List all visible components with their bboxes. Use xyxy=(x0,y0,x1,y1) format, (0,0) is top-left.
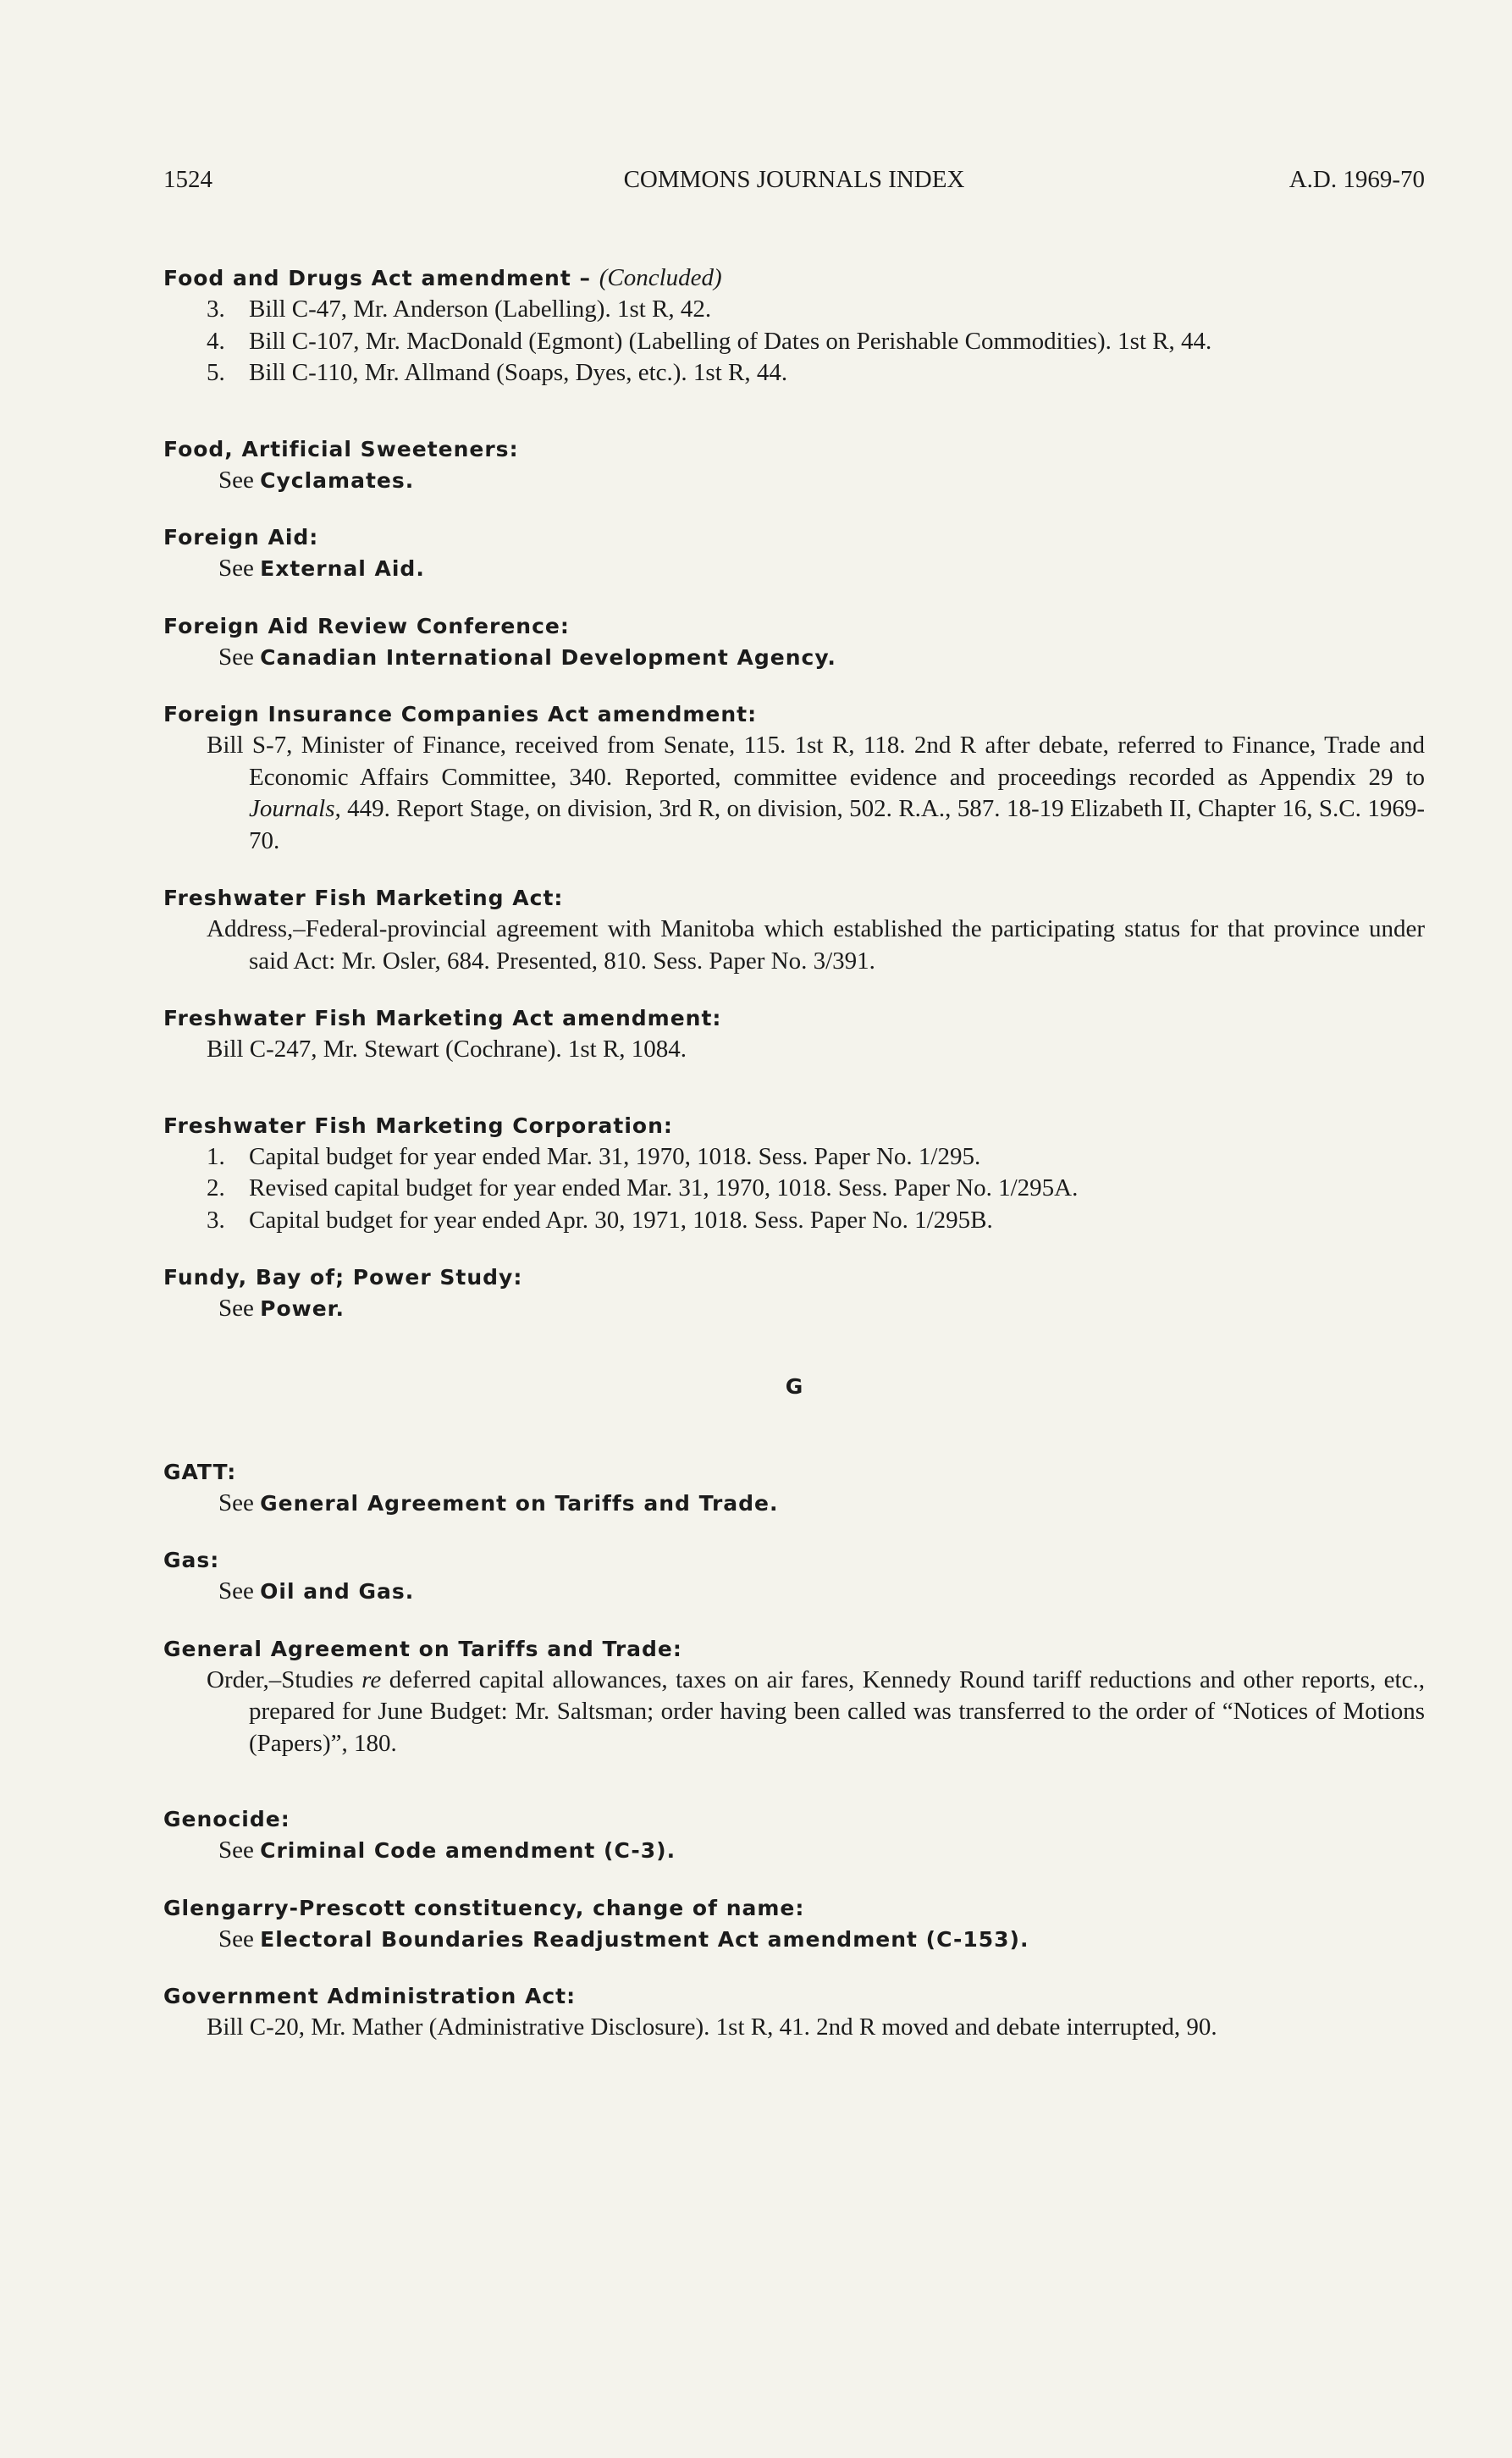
index-entry-foreign-aid xyxy=(163,522,1425,585)
see-reference: See Oil and Gas. xyxy=(218,1577,415,1605)
entry-heading: Fundy, Bay of; Power Study: xyxy=(163,1265,523,1290)
index-entry-gov-admin xyxy=(163,1980,1425,2044)
see-reference: See Criminal Code amendment (C-3). xyxy=(218,1837,676,1864)
entry-heading: General Agreement on Tariffs and Trade: xyxy=(163,1636,682,1661)
see-reference: See Cyclamates. xyxy=(218,466,415,494)
entry-heading: Freshwater Fish Marketing Corporation: xyxy=(163,1113,673,1138)
list-item: 3. Bill C-47, Mr. Anderson (Labelling). 1st R, 42. xyxy=(207,296,712,323)
index-entry-food-sweeteners xyxy=(163,434,1425,497)
index-entry-glengarry xyxy=(163,1892,1425,1956)
entry-heading: GATT: xyxy=(163,1459,237,1484)
entry-heading: Foreign Aid: xyxy=(163,525,319,550)
index-entry-freshwater-corp xyxy=(163,1110,1425,1237)
entry-heading: Food and Drugs Act amendment – (Concluded) xyxy=(163,264,722,291)
entry-heading: Glengarry-Prescott constituency, change of name: xyxy=(163,1895,805,1920)
section-letter: G xyxy=(785,1373,803,1399)
entry-heading: Genocide: xyxy=(163,1807,290,1831)
index-body xyxy=(163,262,1425,2069)
see-reference: See External Aid. xyxy=(218,555,425,582)
page-number: 1524 xyxy=(163,166,212,193)
index-entry-foreign-aid-review xyxy=(163,610,1425,674)
year-range: A.D. 1969-70 xyxy=(1289,166,1425,193)
index-entry-fundy xyxy=(163,1262,1425,1325)
entry-text: Order,–Studies re deferred capital allowances, taxes on air fares, Kennedy Round tariff reductions and other reports, etc., prepared for June Budget: Mr. Saltsman; order having been called was transferred to the order of “Notices of Motions (Papers)”, 180. xyxy=(207,1665,1425,1757)
entry-text: Bill S-7, Minister of Finance, received from Senate, 115. 1st R, 118. 2nd R after debate, referred to Finance, Trade and Economic Affairs Committee, 340. Reported, committee evidence and proceedings recorded as Appendix 29 to Journals, 449. Report Stage, on division, 3rd R, on division, 502. R.A., 587. 18-19 Elizabeth II, Chapter 16, S.C. 1969-70. xyxy=(207,732,1425,854)
see-reference: See Electoral Boundaries Readjustment Act amendment (C-153). xyxy=(218,1925,1029,1953)
running-head xyxy=(163,166,1425,203)
list-item: 2. Revised capital budget for year ended Mar. 31, 1970, 1018. Sess. Paper No. 1/295A. xyxy=(207,1174,1079,1201)
entry-heading: Foreign Insurance Companies Act amendment: xyxy=(163,702,758,726)
journal-title: COMMONS JOURNALS INDEX xyxy=(623,166,965,193)
index-entry-foreign-insurance xyxy=(163,699,1425,857)
entry-text: Bill C-20, Mr. Mather (Administrative Disclosure). 1st R, 41. 2nd R moved and debate interrupted, 90. xyxy=(207,2013,1217,2041)
entry-heading: Food, Artificial Sweeteners: xyxy=(163,436,519,461)
index-entry-gatt xyxy=(163,1456,1425,1520)
index-entry-freshwater-act xyxy=(163,882,1425,977)
see-reference: See General Agreement on Tariffs and Trade. xyxy=(218,1489,779,1516)
entry-text: Address,–Federal-provincial agreement with Manitoba which established the participating status for that province under said Act: Mr. Osler, 684. Presented, 810. Sess. Paper No. 3/391. xyxy=(207,915,1425,975)
index-entry-genocide xyxy=(163,1803,1425,1867)
entry-heading: Foreign Aid Review Conference: xyxy=(163,613,570,638)
entry-heading: Freshwater Fish Marketing Act: xyxy=(163,886,564,910)
list-item: 4. Bill C-107, Mr. MacDonald (Egmont) (Labelling of Dates on Perishable Commodities). 1st R, 44. xyxy=(207,327,1212,355)
index-entry-gas xyxy=(163,1544,1425,1608)
entry-text: Bill C-247, Mr. Stewart (Cochrane). 1st R, 1084. xyxy=(207,1036,687,1063)
list-item: 5. Bill C-110, Mr. Allmand (Soaps, Dyes, etc.). 1st R, 44. xyxy=(207,359,788,386)
list-item: 3. Capital budget for year ended Apr. 30, 1971, 1018. Sess. Paper No. 1/295B. xyxy=(207,1206,993,1234)
index-entry-general-agreement xyxy=(163,1633,1425,1760)
entry-heading: Gas: xyxy=(163,1548,220,1572)
index-entry-food-drugs xyxy=(163,262,1425,389)
see-reference: See Canadian International Development Agency. xyxy=(218,643,836,671)
index-entry-freshwater-amend xyxy=(163,1003,1425,1066)
list-item: 1. Capital budget for year ended Mar. 31, 1970, 1018. Sess. Paper No. 1/295. xyxy=(207,1142,981,1170)
entry-heading: Freshwater Fish Marketing Act amendment: xyxy=(163,1006,722,1030)
entry-heading: Government Administration Act: xyxy=(163,1984,577,2008)
see-reference: See Power. xyxy=(218,1295,345,1322)
